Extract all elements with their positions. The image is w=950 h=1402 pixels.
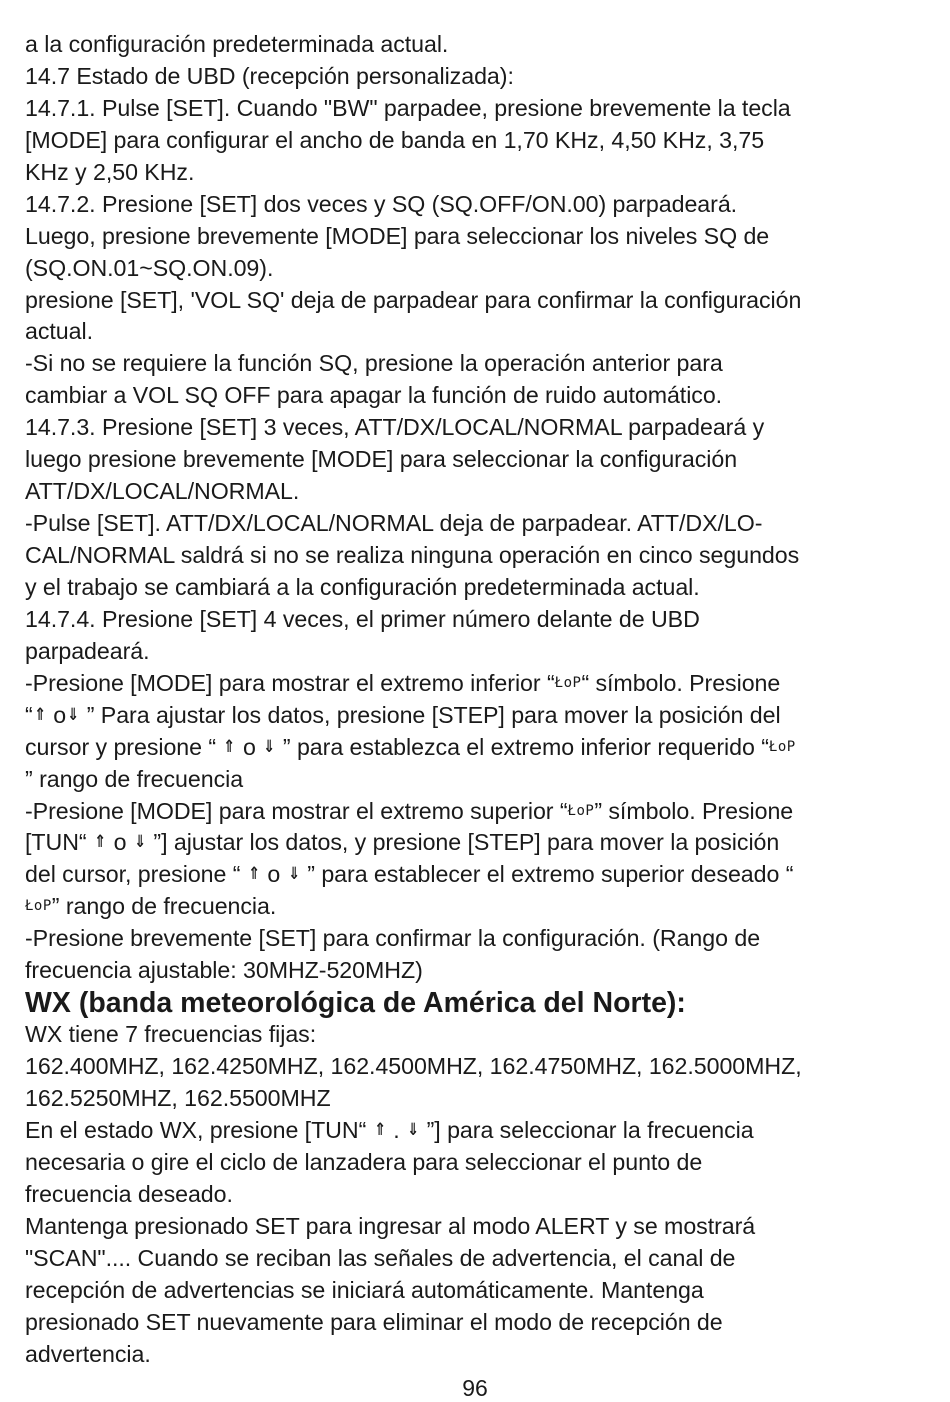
text-line: frecuencia ajustable: 30MHZ-520MHZ) — [25, 957, 423, 984]
text-line: -Presione [MODE] para mostrar el extremo inferior “ŁoP“ símbolo. Presione — [25, 668, 930, 700]
text-line: ” rango de frecuencia — [25, 765, 244, 792]
text-line: "SCAN".... Cuando se reciban las señales de advertencia, el canal de — [25, 1244, 736, 1271]
text-line: WX tiene 7 frecuencias fijas: — [25, 1021, 317, 1048]
arrow-down-icon: ⇓ — [263, 736, 276, 756]
text-line: -Si no se requiere la función SQ, presione la operación anterior para — [25, 350, 723, 377]
text-line: [MODE] para configurar el ancho de banda en 1,70 KHz, 4,50 KHz, 3,75 — [25, 126, 765, 153]
arrow-up-icon: ⇑ — [94, 832, 107, 852]
arrow-up-icon: ⇑ — [223, 736, 236, 756]
text-line: a la configuración predeterminada actual. — [25, 31, 449, 57]
text-line: 162.400MHZ, 162.4250MHZ, 162.4500MHZ, 162.4750MHZ, 162.5000MHZ, — [25, 1053, 802, 1080]
arrow-up-icon: ⇑ — [33, 704, 46, 724]
arrow-down-icon: ⇓ — [67, 704, 80, 724]
arrow-down-icon: ⇓ — [407, 1119, 420, 1139]
text-line: “⇑ o⇓ ” Para ajustar los datos, presione [STEP] para mover la posición del — [25, 700, 930, 732]
text-line: cambiar a VOL SQ OFF para apagar la función de ruido automático. — [25, 382, 723, 409]
text-line: [TUN“ ⇑ o ⇓ ”] ajustar los datos, y presione [STEP] para mover la posición — [25, 827, 930, 859]
text-line: advertencia. — [25, 1340, 151, 1367]
text-line: 14.7.1. Pulse [SET]. Cuando "BW" parpadee, presione brevemente la tecla — [25, 94, 791, 121]
arrow-up-icon: ⇑ — [373, 1119, 386, 1139]
text-line: presione [SET], 'VOL SQ' deja de parpadear para confirmar la configuración — [25, 286, 802, 313]
top-display-symbol: ŁoP — [768, 738, 796, 755]
text-line: ŁoP” rango de frecuencia. — [25, 891, 930, 923]
arrow-up-icon: ⇑ — [247, 864, 260, 884]
text-line: luego presione brevemente [MODE] para seleccionar la configuración — [25, 446, 738, 473]
text-line: KHz y 2,50 KHz. — [25, 158, 195, 185]
text-line: recepción de advertencias se iniciará automáticamente. Mantenga — [25, 1276, 704, 1303]
text-line: -Presione [MODE] para mostrar el extremo superior “ŁoP” símbolo. Presione — [25, 796, 930, 828]
text-line: (SQ.ON.01~SQ.ON.09). — [25, 254, 274, 281]
text-line: En el estado WX, presione [TUN“ ⇑ . ⇓ ”] para seleccionar la frecuencia — [25, 1115, 930, 1147]
text-line: 162.5250MHZ, 162.5500MHZ — [25, 1085, 331, 1111]
text-line: parpadeará. — [25, 637, 150, 664]
text-line: necesaria o gire el ciclo de lanzadera para seleccionar el punto de — [25, 1148, 703, 1175]
top-display-symbol: ŁoP — [554, 674, 582, 691]
section-heading: WX (banda meteorológica de América del Norte): — [25, 987, 686, 1020]
text-line: frecuencia deseado. — [25, 1180, 233, 1207]
page-number: 96 — [462, 1375, 488, 1401]
manual-page-body — [25, 29, 930, 1370]
arrow-down-icon: ⇓ — [287, 864, 300, 884]
text-line: ATT/DX/LOCAL/NORMAL. — [25, 478, 300, 505]
text-line: 14.7.2. Presione [SET] dos veces y SQ (SQ.OFF/ON.00) parpadeará. — [25, 190, 738, 217]
text-line: CAL/NORMAL saldrá si no se realiza ninguna operación en cinco segundos — [25, 542, 800, 568]
text-line: actual. — [25, 318, 93, 345]
text-line: presionado SET nuevamente para eliminar el modo de recepción de — [25, 1308, 723, 1335]
text-line: 14.7.3. Presione [SET] 3 veces, ATT/DX/LOCAL/NORMAL parpadeará y — [25, 414, 765, 441]
text-line: cursor y presione “ ⇑ o ⇓ ” para establezca el extremo inferior requerido “ŁoP — [25, 732, 930, 764]
text-line: 14.7 Estado de UBD (recepción personalizada): — [25, 62, 514, 89]
text-line: 14.7.4. Presione [SET] 4 veces, el primer número delante de UBD — [25, 605, 700, 632]
text-line: -Pulse [SET]. ATT/DX/LOCAL/NORMAL deja de parpadear. ATT/DX/LO- — [25, 510, 763, 537]
text-line: -Presione brevemente [SET] para confirmar la configuración. (Rango de — [25, 925, 761, 952]
arrow-down-icon: ⇓ — [133, 832, 146, 852]
body-lines — [25, 29, 930, 668]
text-line: Mantenga presionado SET para ingresar al modo ALERT y se mostrará — [25, 1212, 756, 1239]
top-display-symbol: ŁoP — [25, 898, 52, 915]
top-display-symbol: ŁoP — [567, 802, 595, 819]
text-line: Luego, presione brevemente [MODE] para seleccionar los niveles SQ de — [25, 222, 770, 249]
text-line: y el trabajo se cambiará a la configuración predeterminada actual. — [25, 573, 700, 600]
text-line: del cursor, presione “ ⇑ o ⇓ ” para establecer el extremo superior deseado “ — [25, 859, 930, 891]
